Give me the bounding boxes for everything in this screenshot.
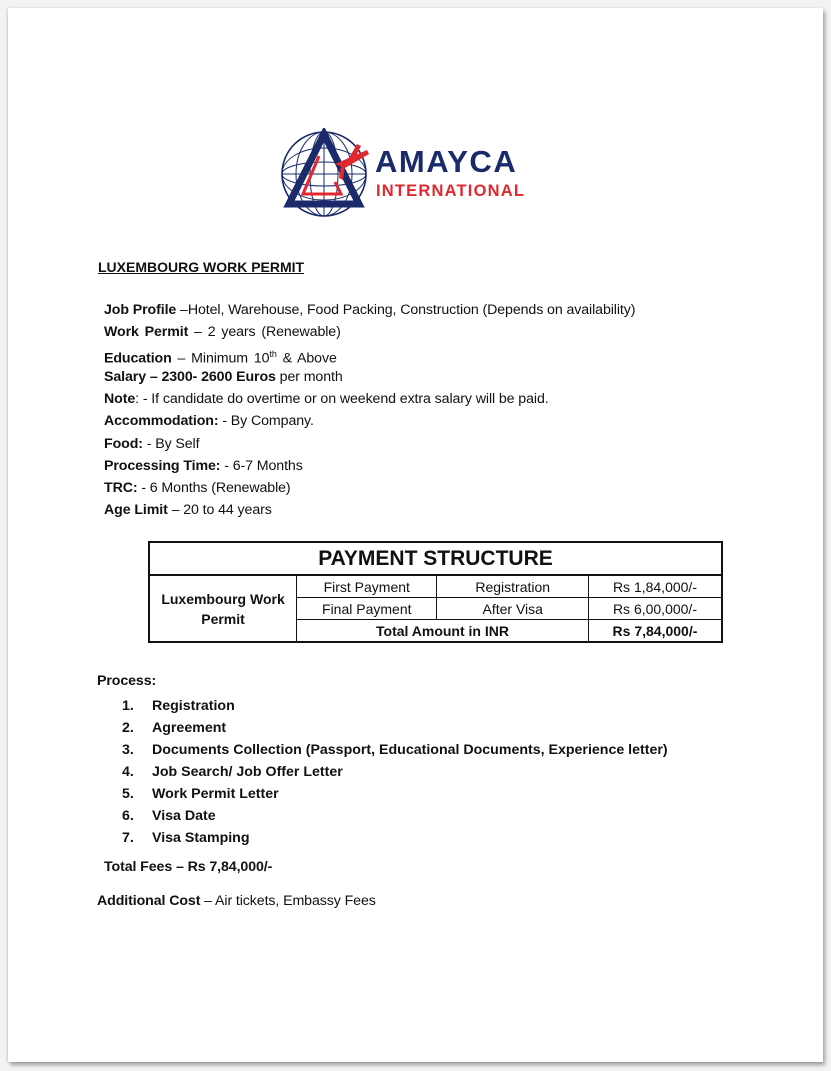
step-number: 3. <box>122 742 134 758</box>
step-number: 4. <box>122 764 134 780</box>
detail-label: Education <box>104 350 172 367</box>
detail-value-post: & Above <box>276 350 337 367</box>
detail-value: Hotel, Warehouse, Food Packing, Construction (Depends on availability) <box>187 302 636 318</box>
detail-job-profile <box>104 301 635 319</box>
table-header-row <box>149 542 722 575</box>
list-item <box>122 717 668 739</box>
table-row-header: Luxembourg Work Permit <box>149 575 297 642</box>
step-text: Documents Collection (Passport, Educational Documents, Experience letter) <box>152 742 668 758</box>
total-fees: Total Fees – Rs 7,84,000/- <box>104 859 273 875</box>
step-number: 2. <box>122 720 134 736</box>
detail-superscript: th <box>269 349 277 359</box>
detail-label: Processing Time: <box>104 458 221 474</box>
document-title: LUXEMBOURG WORK PERMIT <box>98 259 305 275</box>
detail-note <box>104 390 549 408</box>
table-title: PAYMENT STRUCTURE <box>149 542 722 575</box>
detail-label: Job Profile <box>104 302 177 318</box>
detail-label: TRC: <box>104 480 138 496</box>
company-logo <box>279 126 539 221</box>
table-row <box>149 575 722 598</box>
detail-label: Salary – 2300- 2600 Euros <box>104 369 276 385</box>
list-item <box>122 761 668 783</box>
detail-sep: - <box>137 480 150 496</box>
step-number: 1. <box>122 698 134 714</box>
step-text: Work Permit Letter <box>152 786 279 802</box>
detail-value: By Company. <box>230 413 314 429</box>
step-number: 6. <box>122 808 134 824</box>
detail-label: Accommodation: <box>104 413 219 429</box>
amount-cell: Rs 6,00,000/- <box>588 598 722 620</box>
detail-sep: – <box>167 502 184 518</box>
amount-cell: Rs 1,84,000/- <box>588 575 722 598</box>
payment-structure-table <box>148 541 723 643</box>
detail-value: 20 to 44 years <box>183 502 272 518</box>
total-amount-cell: Rs 7,84,000/- <box>588 620 722 643</box>
detail-work-permit <box>104 323 341 341</box>
step-number: 5. <box>122 786 134 802</box>
process-heading: Process: <box>97 673 157 689</box>
list-item <box>122 827 668 849</box>
additional-cost-value: Air tickets, Embassy Fees <box>215 893 376 909</box>
step-text: Agreement <box>152 720 227 736</box>
detail-value: By Self <box>155 436 200 452</box>
detail-processing-time <box>104 457 303 475</box>
detail-value: If candidate do overtime or on weekend extra salary will be paid. <box>151 391 549 407</box>
step-text: Visa Date <box>152 808 216 824</box>
detail-value: Minimum 10 <box>191 350 270 367</box>
detail-label: Age Limit <box>104 502 168 518</box>
step-text: Registration <box>152 698 235 714</box>
detail-accommodation <box>104 412 314 430</box>
total-label-cell: Total Amount in INR <box>297 620 589 643</box>
stage-cell: Registration <box>437 575 588 598</box>
list-item <box>122 695 668 717</box>
detail-sep: - <box>218 413 231 429</box>
list-item <box>122 739 668 761</box>
process-steps-list <box>122 695 668 849</box>
stage-cell: After Visa <box>437 598 588 620</box>
document-page <box>8 8 823 1062</box>
step-text: Job Search/ Job Offer Letter <box>152 764 343 780</box>
payment-cell: First Payment <box>297 575 437 598</box>
detail-education <box>104 345 337 368</box>
detail-label: Food: <box>104 436 143 452</box>
detail-sep: – <box>171 350 192 367</box>
additional-cost-label: Additional Cost <box>97 893 201 909</box>
detail-food <box>104 435 199 453</box>
detail-sep: – <box>176 302 188 318</box>
detail-trc <box>104 479 291 497</box>
detail-sep: - <box>220 458 233 474</box>
detail-sep: – <box>200 893 216 909</box>
detail-age-limit <box>104 501 272 519</box>
detail-label: Work Permit <box>104 324 189 340</box>
payment-cell: Final Payment <box>297 598 437 620</box>
list-item <box>122 783 668 805</box>
detail-sep: – <box>188 324 208 340</box>
additional-cost <box>97 892 376 910</box>
logo-name-international: INTERNATIONAL <box>376 182 526 200</box>
detail-value: per month <box>279 369 343 385</box>
step-text: Visa Stamping <box>152 830 250 846</box>
logo-name-amayca: AMAYCA <box>375 144 518 179</box>
detail-value: 2 years (Renewable) <box>207 324 341 340</box>
list-item <box>122 805 668 827</box>
detail-sep: : - <box>135 391 152 407</box>
globe-triangle-airplane-icon <box>279 128 371 220</box>
step-number: 7. <box>122 830 134 846</box>
detail-label: Note <box>104 391 136 407</box>
detail-value: 6-7 Months <box>232 458 303 474</box>
detail-sep: - <box>142 436 156 452</box>
detail-value: 6 Months (Renewable) <box>149 480 291 496</box>
detail-salary <box>104 368 343 386</box>
